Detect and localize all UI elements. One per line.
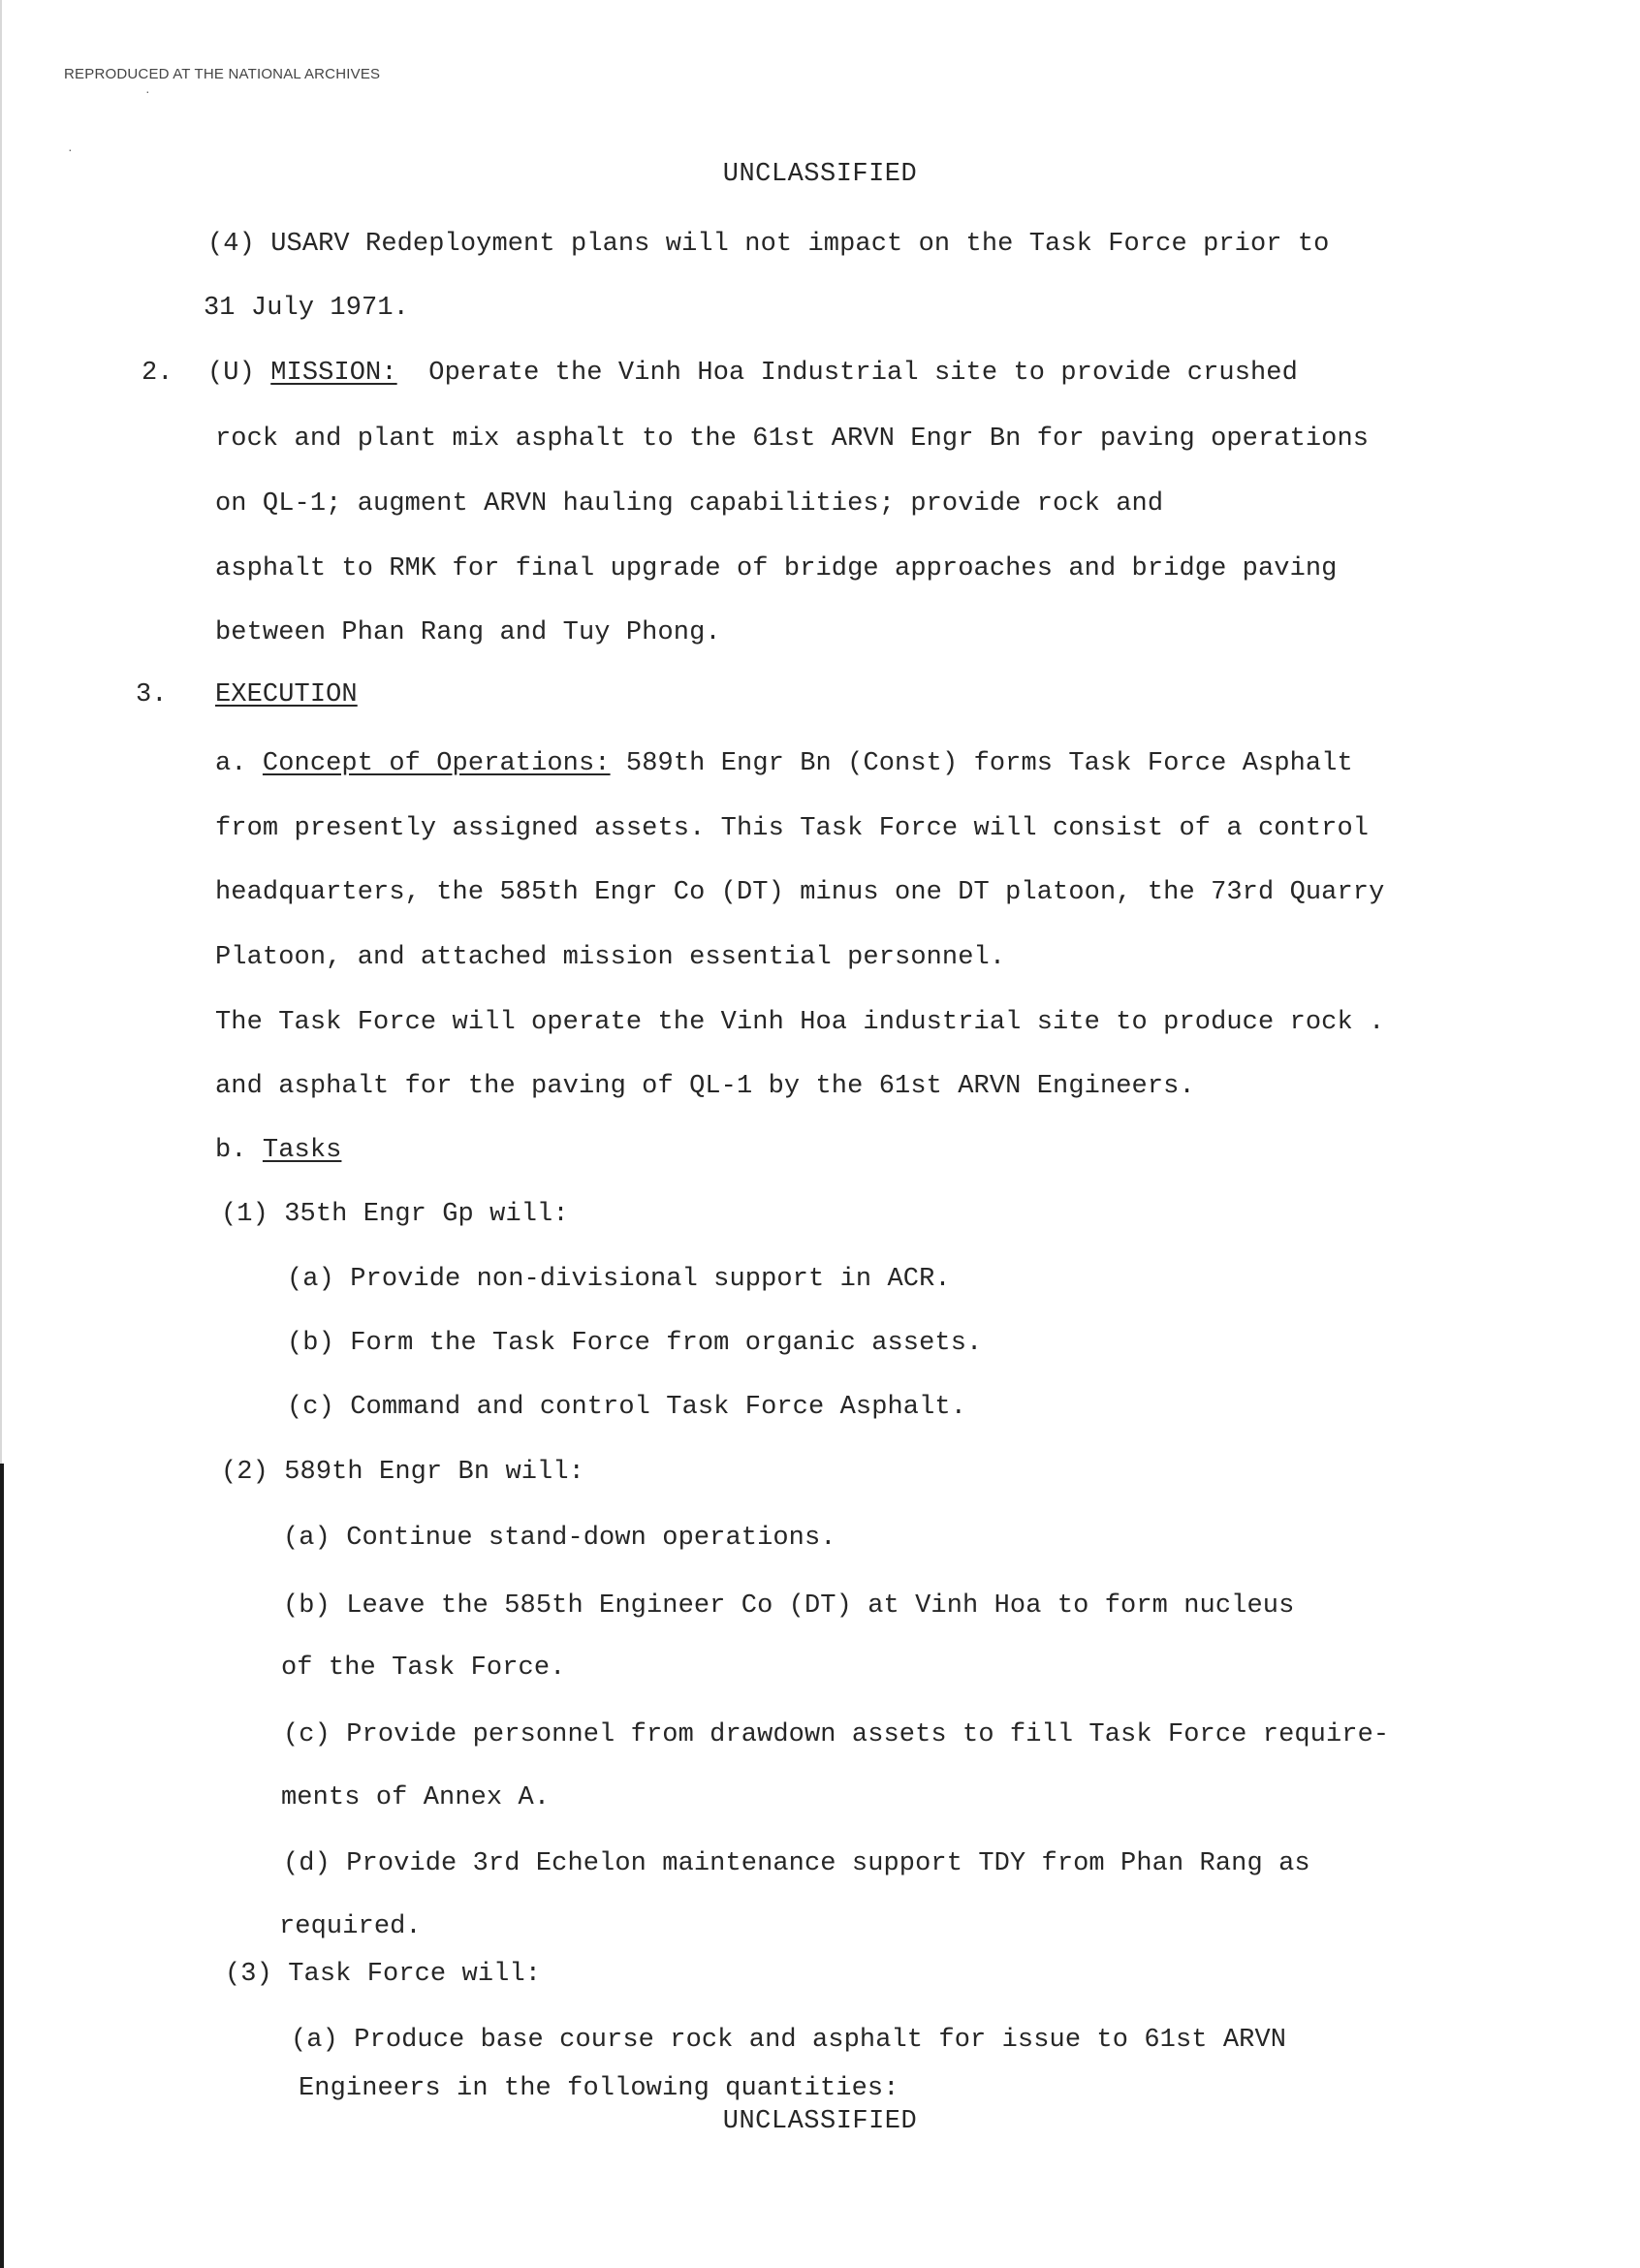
task-group-3-title: (3) Task Force will: bbox=[225, 1960, 542, 1989]
task-2-b-line-2: of the Task Force. bbox=[281, 1654, 566, 1683]
scan-edge-shadow bbox=[0, 0, 2, 1464]
execution-heading: EXECUTION bbox=[215, 680, 358, 709]
task-2-c-line-1: (c) Provide personnel from drawdown assets to fill Task Force require- bbox=[283, 1720, 1390, 1749]
mission-line-4: asphalt to RMK for final upgrade of bridge approaches and bridge paving bbox=[215, 554, 1338, 583]
concept-prefix: a. bbox=[215, 749, 247, 778]
task-1-a: (a) Provide non-divisional support in ACR. bbox=[287, 1265, 951, 1294]
tasks-prefix: b. bbox=[215, 1136, 247, 1165]
mission-line-2: rock and plant mix asphalt to the 61st ARVN Engr Bn for paving operations bbox=[215, 425, 1370, 454]
concept-line-2: from presently assigned assets. This Task Force will consist of a control bbox=[215, 814, 1370, 843]
classification-footer: UNCLASSIFIED bbox=[722, 2107, 918, 2136]
mission-line-1 bbox=[207, 359, 1298, 388]
scan-edge-shadow-dark bbox=[0, 1464, 4, 2268]
concept-line-1 bbox=[215, 749, 1353, 778]
task-2-d-line-1: (d) Provide 3rd Echelon maintenance support TDY from Phan Rang as bbox=[283, 1849, 1310, 1878]
task-1-c: (c) Command and control Task Force Asphalt. bbox=[287, 1393, 967, 1422]
task-2-b-line-1: (b) Leave the 585th Engineer Co (DT) at Vinh Hoa to form nucleus bbox=[283, 1591, 1295, 1621]
tasks-heading-line bbox=[215, 1136, 341, 1165]
section-2-number: 2. bbox=[142, 359, 173, 388]
concept-line-1-text: 589th Engr Bn (Const) forms Task Force Asphalt bbox=[625, 749, 1353, 778]
archives-stamp: REPRODUCED AT THE NATIONAL ARCHIVES bbox=[64, 66, 381, 82]
mission-line-1-text: Operate the Vinh Hoa Industrial site to provide crushed bbox=[428, 359, 1298, 388]
task-2-d-line-2: required. bbox=[279, 1912, 422, 1941]
classification-header: UNCLASSIFIED bbox=[722, 160, 918, 189]
mission-line-5: between Phan Rang and Tuy Phong. bbox=[215, 618, 721, 647]
concept-heading: Concept of Operations: bbox=[262, 749, 611, 778]
task-group-2-title: (2) 589th Engr Bn will: bbox=[221, 1458, 584, 1487]
task-2-c-line-2: ments of Annex A. bbox=[281, 1783, 551, 1812]
concept-line-5: The Task Force will operate the Vinh Hoa industrial site to produce rock . bbox=[215, 1008, 1385, 1037]
mission-label-prefix: (U) bbox=[207, 359, 255, 388]
task-3-a-line-2: Engineers in the following quantities: bbox=[299, 2074, 899, 2103]
concept-line-3: headquarters, the 585th Engr Co (DT) minus one DT platoon, the 73rd Quarry bbox=[215, 878, 1385, 907]
tasks-heading: Tasks bbox=[262, 1136, 342, 1165]
mission-heading: MISSION: bbox=[270, 359, 397, 388]
section-3-number: 3. bbox=[136, 680, 168, 709]
task-1-b: (b) Form the Task Force from organic assets. bbox=[287, 1329, 983, 1358]
para-1-4-line-1: (4) USARV Redeployment plans will not impact on the Task Force prior to bbox=[207, 230, 1330, 259]
task-2-a: (a) Continue stand-down operations. bbox=[283, 1524, 836, 1553]
scan-speck: · bbox=[68, 142, 73, 157]
concept-line-4: Platoon, and attached mission essential personnel. bbox=[215, 943, 1006, 972]
concept-line-6: and asphalt for the paving of QL-1 by the 61st ARVN Engineers. bbox=[215, 1072, 1195, 1101]
para-1-4-line-2: 31 July 1971. bbox=[204, 294, 409, 323]
mission-line-3: on QL-1; augment ARVN hauling capabilities; provide rock and bbox=[215, 489, 1164, 519]
task-3-a-line-1: (a) Produce base course rock and asphalt for issue to 61st ARVN bbox=[291, 2026, 1287, 2055]
task-group-1-title: (1) 35th Engr Gp will: bbox=[221, 1200, 569, 1229]
scan-speck: · bbox=[145, 83, 150, 99]
